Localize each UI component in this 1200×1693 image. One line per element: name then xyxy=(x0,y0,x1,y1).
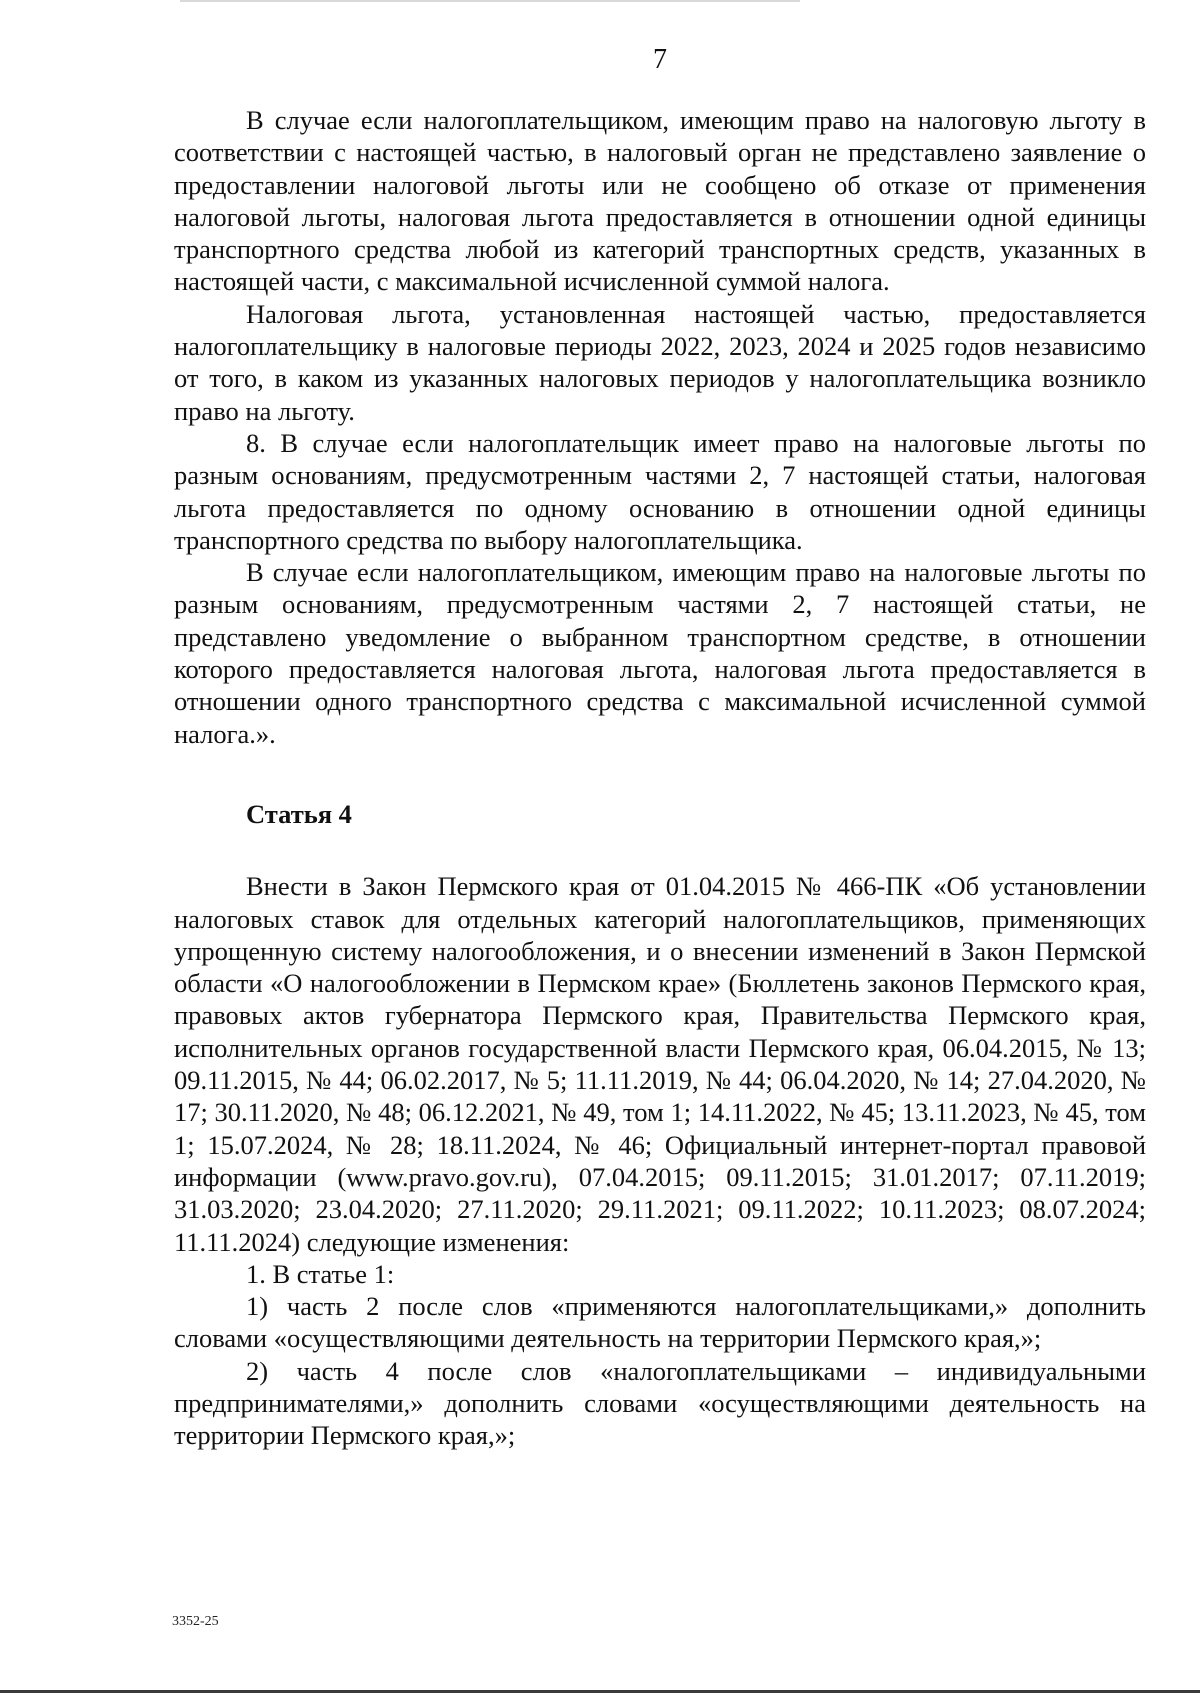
paragraph-top-1: В случае если налогоплательщиком, имеющим право на налоговую льготу в соответствии с настоящей частью, в налоговый орган не представлено заявление о предоставлении налоговой льготы или не сообщено об отказе от применения налоговой льготы, налоговая льгота предоставляется в отношении одной единицы транспортного средства любой из категорий транспортных средств, указанных в настоящей части, с максимальной исчисленной суммой налога. xyxy=(174,105,1146,297)
paragraph-bottom-1: Внести в Закон Пермского края от 01.04.2015 № 466-ПК «Об установлении налоговых ставок для отдельных категорий налогоплательщиков, применяющих упрощенную систему налогообложения, и о внесении изменений в Закон Пермской области «О налогообложении в Пермском крае» (Бюллетень законов Пермского края, правовых актов губернатора Пермского края, Правительства Пермского края, исполнительных органов государственной власти Пермского края, 06.04.2015, № 13; 09.11.2015, № 44; 06.02.2017, № 5; 11.11.2019, № 44; 06.04.2020, № 14; 27.04.2020, № 17; 30.11.2020, № 48; 06.12.2021, № 49, том 1; 14.11.2022, № 45; 13.11.2023, № 45, том 1; 15.07.2024, № 28; 18.11.2024, № 46; Официальный интернет-портал правовой информации (www.pravo.gov.ru), 07.04.2015; 09.11.2015; 31.01.2017; 07.11.2019; 31.03.2020; 23.04.2020; 27.11.2020; 29.11.2021; 09.11.2022; 10.11.2023; 08.07.2024; 11.11.2024) следующие изменения: xyxy=(174,871,1146,1257)
page-number: 7 xyxy=(653,44,667,75)
scan-edge-top xyxy=(180,0,800,2)
spacer xyxy=(174,830,1146,870)
paragraph-bottom-3: 1) часть 2 после слов «применяются налогоплательщиками,» дополнить словами «осуществляющими деятельность на территории Пермского края,»; xyxy=(174,1291,1146,1354)
paragraph-top-4: В случае если налогоплательщиком, имеющим право на налоговые льготы по разным основаниям, предусмотренным частями 2, 7 настоящей статьи, не представлено уведомление о выбранном транспортном средстве, в отношении которого предоставляется налоговая льгота, налоговая льгота предоставляется в отношении одного транспортного средства с максимальной исчисленной суммой налога.». xyxy=(174,557,1146,749)
paragraph-bottom-2: 1. В статье 1: xyxy=(246,1258,395,1289)
document-body xyxy=(174,104,1146,1452)
article-heading: Статья 4 xyxy=(246,798,352,829)
spacer xyxy=(174,750,1146,798)
paragraph-top-3: 8. В случае если налогоплательщик имеет право на налоговые льготы по разным основаниям, предусмотренным частями 2, 7 настоящей статьи, налоговая льгота предоставляется по одному основанию в отношении одной единицы транспортного средства по выбору налогоплательщика. xyxy=(174,427,1146,555)
document-code: 3352-25 xyxy=(172,1614,219,1629)
paragraph-bottom-4: 2) часть 4 после слов «налогоплательщиками – индивидуальными предпринимателями,» дополнить словами «осуществляющими деятельность на территории Пермского края,»; xyxy=(174,1355,1146,1451)
paragraph-top-2: Налоговая льгота, установленная настоящей частью, предоставляется налогоплательщику в налоговые периоды 2022, 2023, 2024 и 2025 годов независимо от того, в каком из указанных налоговых периодов у налогоплательщика возникло право на льготу. xyxy=(174,298,1146,426)
